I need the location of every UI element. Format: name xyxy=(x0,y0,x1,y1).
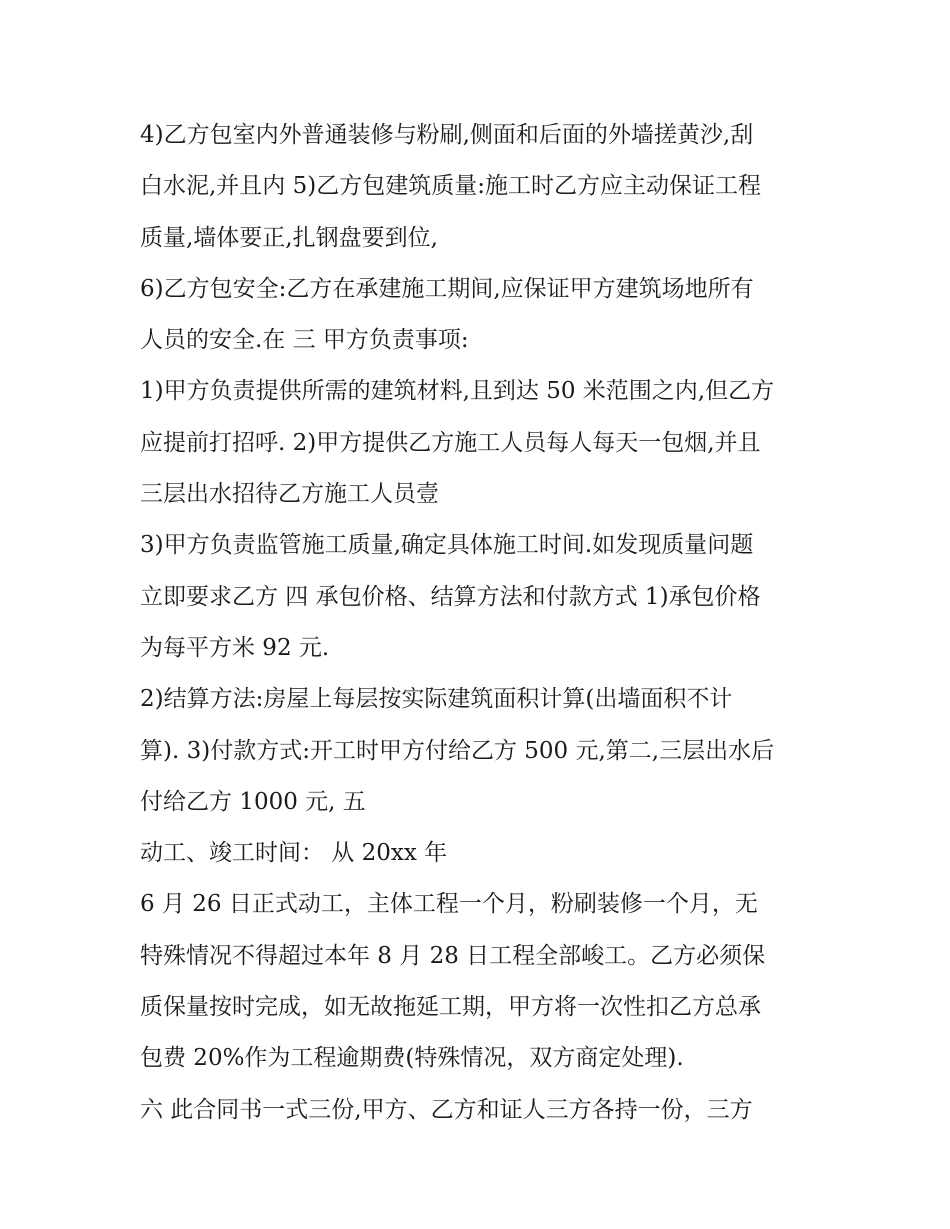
contract-text xyxy=(140,110,820,1136)
text-line: 质量,墙体要正,扎钢盘要到位, xyxy=(140,224,438,251)
text-line: 包费 20%作为工程逾期费(特殊情况，双方商定处理). xyxy=(140,1045,684,1072)
text-line: 三层出水招待乙方施工人员壹 xyxy=(140,481,439,508)
text-line: 应提前打招呼. 2)甲方提供乙方施工人员每人每天一包烟,并且 xyxy=(140,429,761,456)
text-line: 质保量按时完成，如无故拖延工期，甲方将一次性扣乙方总承 xyxy=(140,994,761,1021)
text-line: 2)结算方法:房屋上每层按实际建筑面积计算(出墙面积不计 xyxy=(140,686,733,713)
text-line: 为每平方米 92 元. xyxy=(140,634,330,661)
text-line: 立即要求乙方 四 承包价格、结算方法和付款方式 1)承包价格 xyxy=(140,583,761,610)
text-line: 3)甲方负责监管施工质量,确定具体施工时间.如发现质量问题 xyxy=(140,532,754,559)
text-line: 算). 3)付款方式:开工时甲方付给乙方 500 元,第二,三层出水后 xyxy=(140,737,775,764)
text-line: 特殊情况不得超过本年 8 月 28 日工程全部峻工。乙方必须保 xyxy=(140,942,766,969)
text-line: 6 月 26 日正式动工，主体工程一个月，粉刷装修一个月，无 xyxy=(140,891,758,918)
text-line: 白水泥,并且内 5)乙方包建筑质量:施工时乙方应主动保证工程 xyxy=(140,173,761,200)
text-line: 动工、竣工时间： 从 20xx 年 xyxy=(140,840,448,867)
text-line: 人员的安全.在 三 甲方负责事项: xyxy=(140,327,469,354)
text-line: 付给乙方 1000 元, 五 xyxy=(140,788,366,815)
text-line: 4)乙方包室内外普通装修与粉刷,侧面和后面的外墙搓黄沙,刮 xyxy=(140,122,754,148)
text-line: 1)甲方负责提供所需的建筑材料,且到达 50 米范围之内,但乙方 xyxy=(140,378,775,405)
text-line: 6)乙方包安全:乙方在承建施工期间,应保证甲方建筑场地所有 xyxy=(140,275,754,302)
text-line: 六 此合同书一式三份,甲方、乙方和证人三方各持一份，三方 xyxy=(140,1096,753,1123)
